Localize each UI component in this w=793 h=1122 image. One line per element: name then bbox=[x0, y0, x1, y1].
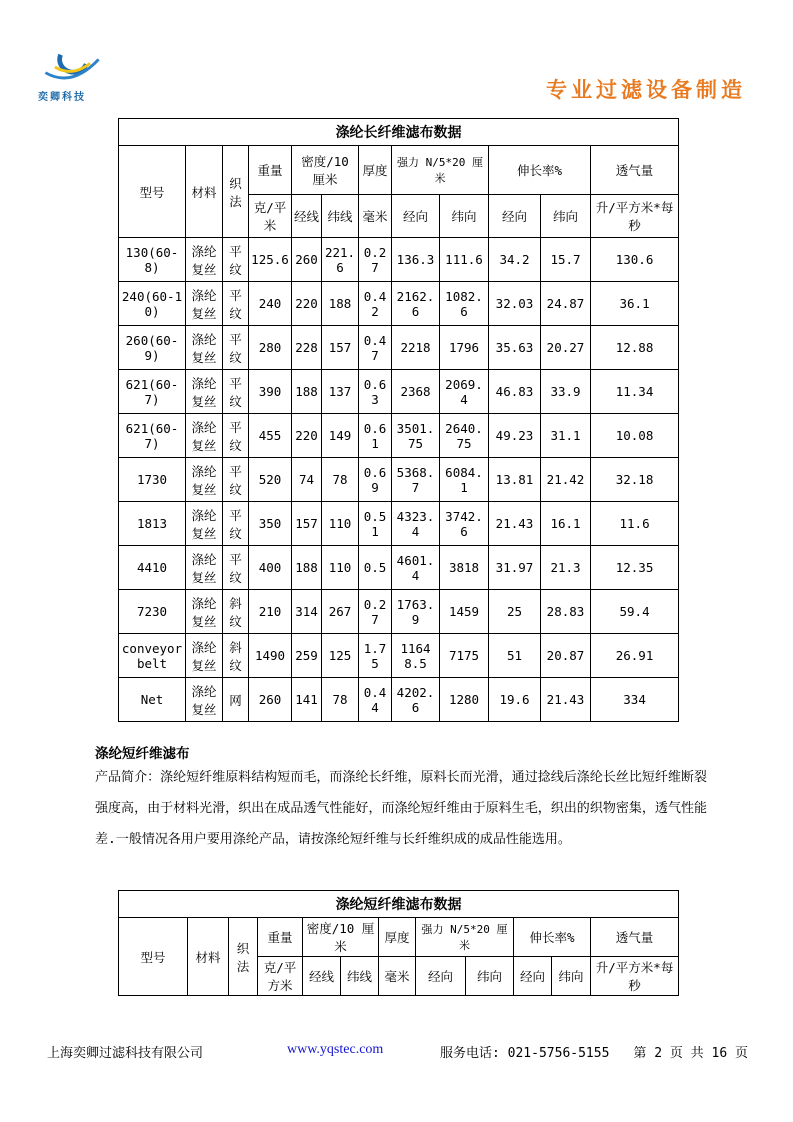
table-cell: 36.1 bbox=[591, 282, 679, 326]
col-header-permeability-unit: 升/平方米*每秒 bbox=[591, 957, 679, 996]
col-header-permeability: 透气量 bbox=[591, 918, 679, 957]
table-cell: 4202.6 bbox=[392, 678, 440, 722]
table-cell: 涤纶复丝 bbox=[186, 634, 223, 678]
footer-page-number: 第 2 页 共 16 页 bbox=[633, 1046, 748, 1061]
col-header-strength-warp: 经向 bbox=[416, 957, 466, 996]
table-row bbox=[119, 546, 679, 590]
short-fiber-intro: 产品简介：涤纶短纤维原料结构短而毛，而涤纶长纤维，原料长而光滑，通过捻线后涤纶长丝比短纤维断裂强度高，由于材料光滑，织出在成品透气性能好，而涤纶短纤维由于原料生毛，织出的织物密集，透气性能差.一般情况各用户要用涤纶产品，请按涤纶短纤维与长纤维织成的成品性能选用。 bbox=[95, 770, 707, 847]
table-row bbox=[119, 458, 679, 502]
col-header-density: 密度/10 厘米 bbox=[292, 146, 359, 195]
table-cell: 49.23 bbox=[489, 414, 541, 458]
table-cell: 110 bbox=[322, 546, 359, 590]
table-row bbox=[119, 678, 679, 722]
table-cell: 7175 bbox=[440, 634, 489, 678]
table-cell: 21.43 bbox=[541, 678, 591, 722]
table-title-row bbox=[119, 119, 679, 146]
table-cell: 3818 bbox=[440, 546, 489, 590]
table-cell: 137 bbox=[322, 370, 359, 414]
table-cell: 0.47 bbox=[359, 326, 392, 370]
table-cell: 59.4 bbox=[591, 590, 679, 634]
table-cell: 0.51 bbox=[359, 502, 392, 546]
table-cell: 0.61 bbox=[359, 414, 392, 458]
table-cell: 32.03 bbox=[489, 282, 541, 326]
col-header-material: 材料 bbox=[186, 146, 223, 238]
table-cell: 4323.4 bbox=[392, 502, 440, 546]
table-cell: 34.2 bbox=[489, 238, 541, 282]
table-cell: 5368.7 bbox=[392, 458, 440, 502]
table-cell: 1763.9 bbox=[392, 590, 440, 634]
table-cell: 280 bbox=[249, 326, 292, 370]
table-cell: 6084.1 bbox=[440, 458, 489, 502]
col-header-elongation-warp: 经向 bbox=[489, 195, 541, 238]
table-cell: 1459 bbox=[440, 590, 489, 634]
col-header-model: 型号 bbox=[119, 146, 186, 238]
table-cell: 7230 bbox=[119, 590, 186, 634]
table-cell: 1730 bbox=[119, 458, 186, 502]
table-cell: 1082.6 bbox=[440, 282, 489, 326]
table-cell: 20.87 bbox=[541, 634, 591, 678]
page-footer bbox=[0, 1042, 793, 1064]
table-cell: 3742.6 bbox=[440, 502, 489, 546]
footer-website-link[interactable]: www.yqstec.com bbox=[287, 1042, 384, 1057]
table-cell: 31.97 bbox=[489, 546, 541, 590]
table-cell: 33.9 bbox=[541, 370, 591, 414]
col-header-permeability: 透气量 bbox=[591, 146, 679, 195]
table-cell: 188 bbox=[292, 370, 322, 414]
table-cell: 平纹 bbox=[223, 238, 249, 282]
table-cell: 31.1 bbox=[541, 414, 591, 458]
table-cell: 35.63 bbox=[489, 326, 541, 370]
col-header-strength: 强力 N/5*20 厘米 bbox=[392, 146, 489, 195]
table-cell: 平纹 bbox=[223, 546, 249, 590]
table-cell: 520 bbox=[249, 458, 292, 502]
table-cell: 32.18 bbox=[591, 458, 679, 502]
long-fiber-table-body bbox=[119, 238, 679, 722]
table-cell: 斜纹 bbox=[223, 634, 249, 678]
table-cell: 网 bbox=[223, 678, 249, 722]
table-cell: 267 bbox=[322, 590, 359, 634]
table-cell: 455 bbox=[249, 414, 292, 458]
table-cell: 12.35 bbox=[591, 546, 679, 590]
col-header-elongation: 伸长率% bbox=[514, 918, 591, 957]
table-cell: 0.69 bbox=[359, 458, 392, 502]
table-cell: 0.27 bbox=[359, 238, 392, 282]
table-cell: 28.83 bbox=[541, 590, 591, 634]
table-cell: 20.27 bbox=[541, 326, 591, 370]
table-cell: 25 bbox=[489, 590, 541, 634]
table-cell: 1796 bbox=[440, 326, 489, 370]
table-row bbox=[119, 282, 679, 326]
table-cell: 1280 bbox=[440, 678, 489, 722]
table-cell: 240 bbox=[249, 282, 292, 326]
col-header-weight: 重量 bbox=[258, 918, 303, 957]
col-header-permeability-unit: 升/平方米*每秒 bbox=[591, 195, 679, 238]
table-cell: 11648.5 bbox=[392, 634, 440, 678]
table-cell: 平纹 bbox=[223, 414, 249, 458]
table-row bbox=[119, 414, 679, 458]
table2-header-row-1 bbox=[119, 918, 679, 957]
table-cell: 0.44 bbox=[359, 678, 392, 722]
table-cell: 621(60-7) bbox=[119, 414, 186, 458]
table-cell: 21.3 bbox=[541, 546, 591, 590]
col-header-warp-thread: 经线 bbox=[303, 957, 341, 996]
table-cell: 188 bbox=[322, 282, 359, 326]
table-row bbox=[119, 370, 679, 414]
table-cell: 157 bbox=[292, 502, 322, 546]
logo-globe-icon bbox=[38, 48, 106, 86]
col-header-thickness-unit: 毫米 bbox=[379, 957, 416, 996]
col-header-weft-thread: 纬线 bbox=[341, 957, 379, 996]
table-cell: 110 bbox=[322, 502, 359, 546]
company-logo bbox=[38, 48, 118, 103]
table-cell: 3501.75 bbox=[392, 414, 440, 458]
table-cell: 220 bbox=[292, 282, 322, 326]
col-header-thickness-unit: 毫米 bbox=[359, 195, 392, 238]
short-fiber-table bbox=[118, 890, 679, 996]
table-cell: 2069.4 bbox=[440, 370, 489, 414]
table-cell: 2640.75 bbox=[440, 414, 489, 458]
long-fiber-table bbox=[118, 118, 679, 722]
table-row bbox=[119, 634, 679, 678]
table-cell: 125.6 bbox=[249, 238, 292, 282]
table-cell: 259 bbox=[292, 634, 322, 678]
table-cell: 4410 bbox=[119, 546, 186, 590]
col-header-strength-warp: 经向 bbox=[392, 195, 440, 238]
table-cell: 334 bbox=[591, 678, 679, 722]
table-cell: 74 bbox=[292, 458, 322, 502]
table-cell: 0.42 bbox=[359, 282, 392, 326]
table-cell: 21.43 bbox=[489, 502, 541, 546]
table-cell: 260 bbox=[292, 238, 322, 282]
table-cell: 4601.4 bbox=[392, 546, 440, 590]
table-cell: 2218 bbox=[392, 326, 440, 370]
table-cell: 240(60-10) bbox=[119, 282, 186, 326]
table-cell: 1490 bbox=[249, 634, 292, 678]
table-cell: 220 bbox=[292, 414, 322, 458]
table-cell: 141 bbox=[292, 678, 322, 722]
table-cell: 136.3 bbox=[392, 238, 440, 282]
table-cell: 16.1 bbox=[541, 502, 591, 546]
col-header-strength: 强力 N/5*20 厘米 bbox=[416, 918, 514, 957]
col-header-weight: 重量 bbox=[249, 146, 292, 195]
col-header-model: 型号 bbox=[119, 918, 188, 996]
table-cell: 涤纶复丝 bbox=[186, 282, 223, 326]
table-cell: 210 bbox=[249, 590, 292, 634]
table-cell: 390 bbox=[249, 370, 292, 414]
header-slogan: 专业过滤设备制造 bbox=[546, 78, 746, 102]
table1-title: 涤纶长纤维滤布数据 bbox=[119, 119, 679, 146]
table-cell: 188 bbox=[292, 546, 322, 590]
short-fiber-heading: 涤纶短纤维滤布 bbox=[95, 746, 190, 762]
table-cell: 228 bbox=[292, 326, 322, 370]
table-row bbox=[119, 238, 679, 282]
table-cell: 平纹 bbox=[223, 282, 249, 326]
table-cell: 2368 bbox=[392, 370, 440, 414]
table-cell: 1813 bbox=[119, 502, 186, 546]
table-cell: 11.6 bbox=[591, 502, 679, 546]
table-cell: 78 bbox=[322, 678, 359, 722]
table-cell: 0.5 bbox=[359, 546, 392, 590]
table-cell: 涤纶复丝 bbox=[186, 326, 223, 370]
table-cell: 12.88 bbox=[591, 326, 679, 370]
table-cell: Net bbox=[119, 678, 186, 722]
table-cell: 11.34 bbox=[591, 370, 679, 414]
col-header-elongation: 伸长率% bbox=[489, 146, 591, 195]
table-cell: 21.42 bbox=[541, 458, 591, 502]
col-header-weight-unit: 克/平米 bbox=[249, 195, 292, 238]
col-header-thickness: 厚度 bbox=[359, 146, 392, 195]
table-cell: 平纹 bbox=[223, 502, 249, 546]
table-cell: 350 bbox=[249, 502, 292, 546]
table-cell: 10.08 bbox=[591, 414, 679, 458]
table-cell: 78 bbox=[322, 458, 359, 502]
table-cell: 130.6 bbox=[591, 238, 679, 282]
table-cell: 149 bbox=[322, 414, 359, 458]
table-cell: 平纹 bbox=[223, 458, 249, 502]
table-row bbox=[119, 326, 679, 370]
footer-service-phone: 服务电话: 021-5756-5155 bbox=[440, 1046, 610, 1061]
table-cell: 621(60-7) bbox=[119, 370, 186, 414]
table-cell: 125 bbox=[322, 634, 359, 678]
col-header-weight-unit: 克/平方米 bbox=[258, 957, 303, 996]
table-cell: 19.6 bbox=[489, 678, 541, 722]
table-cell: 涤纶复丝 bbox=[186, 590, 223, 634]
table-cell: 涤纶复丝 bbox=[186, 678, 223, 722]
table-cell: 平纹 bbox=[223, 326, 249, 370]
table-cell: 0.27 bbox=[359, 590, 392, 634]
table-cell: 涤纶复丝 bbox=[186, 370, 223, 414]
col-header-warp-thread: 经线 bbox=[292, 195, 322, 238]
table1-header-row-1 bbox=[119, 146, 679, 195]
table-cell: 涤纶复丝 bbox=[186, 238, 223, 282]
footer-company-name: 上海奕卿过滤科技有限公司 bbox=[47, 1046, 204, 1061]
table-cell: 15.7 bbox=[541, 238, 591, 282]
table-cell: 46.83 bbox=[489, 370, 541, 414]
table-cell: 260(60-9) bbox=[119, 326, 186, 370]
table-cell: 111.6 bbox=[440, 238, 489, 282]
table-cell: 221.6 bbox=[322, 238, 359, 282]
table-title-row bbox=[119, 891, 679, 918]
table-cell: 26.91 bbox=[591, 634, 679, 678]
table-cell: 平纹 bbox=[223, 370, 249, 414]
col-header-elongation-warp: 经向 bbox=[514, 957, 552, 996]
table-cell: 1.75 bbox=[359, 634, 392, 678]
table-cell: 0.63 bbox=[359, 370, 392, 414]
table-cell: 260 bbox=[249, 678, 292, 722]
col-header-thickness: 厚度 bbox=[379, 918, 416, 957]
table-cell: 涤纶复丝 bbox=[186, 546, 223, 590]
col-header-elongation-weft: 纬向 bbox=[552, 957, 591, 996]
table-cell: 130(60-8) bbox=[119, 238, 186, 282]
col-header-strength-weft: 纬向 bbox=[440, 195, 489, 238]
table-cell: 13.81 bbox=[489, 458, 541, 502]
table-cell: 24.87 bbox=[541, 282, 591, 326]
table-cell: 涤纶复丝 bbox=[186, 502, 223, 546]
table-cell: 2162.6 bbox=[392, 282, 440, 326]
table-cell: 400 bbox=[249, 546, 292, 590]
col-header-weft-thread: 纬线 bbox=[322, 195, 359, 238]
col-header-strength-weft: 纬向 bbox=[466, 957, 514, 996]
col-header-density: 密度/10 厘米 bbox=[303, 918, 379, 957]
table-cell: 涤纶复丝 bbox=[186, 458, 223, 502]
col-header-weave: 织法 bbox=[223, 146, 249, 238]
logo-wordmark: 奕卿科技 bbox=[38, 92, 86, 103]
table-cell: 314 bbox=[292, 590, 322, 634]
col-header-material: 材料 bbox=[188, 918, 229, 996]
table2-title: 涤纶短纤维滤布数据 bbox=[119, 891, 679, 918]
col-header-elongation-weft: 纬向 bbox=[541, 195, 591, 238]
table-cell: 涤纶复丝 bbox=[186, 414, 223, 458]
table-row bbox=[119, 590, 679, 634]
table-cell: 157 bbox=[322, 326, 359, 370]
table-row bbox=[119, 502, 679, 546]
table-cell: 斜纹 bbox=[223, 590, 249, 634]
table-cell: 51 bbox=[489, 634, 541, 678]
table-cell: conveyor belt bbox=[119, 634, 186, 678]
col-header-weave: 织法 bbox=[229, 918, 258, 996]
